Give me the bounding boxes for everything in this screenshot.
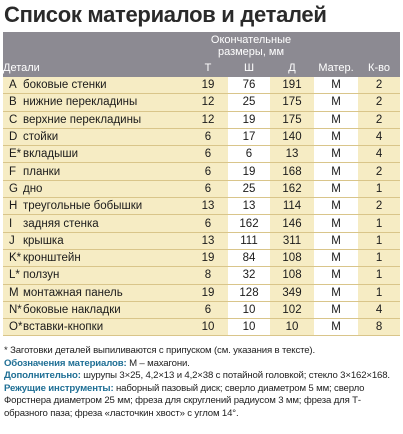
materials-table-container [3, 32, 400, 336]
column-header-quantity: К-во [358, 59, 400, 77]
part-name: монтажная панель [23, 284, 188, 301]
part-thickness: 6 [188, 301, 228, 318]
part-thickness: 6 [188, 128, 228, 145]
part-length: 168 [270, 163, 314, 180]
part-code: H [3, 198, 23, 215]
materials-table [3, 32, 400, 336]
part-code: F [3, 163, 23, 180]
table-body [3, 77, 400, 336]
part-length: 114 [270, 198, 314, 215]
part-quantity: 8 [358, 319, 400, 336]
part-thickness: 10 [188, 319, 228, 336]
part-quantity: 4 [358, 128, 400, 145]
part-code: C [3, 111, 23, 128]
part-name: дно [23, 180, 188, 197]
part-thickness: 19 [188, 77, 228, 94]
table-header [3, 32, 400, 77]
part-thickness: 6 [188, 180, 228, 197]
part-material: M [314, 267, 358, 284]
part-material: M [314, 77, 358, 94]
part-material: M [314, 319, 358, 336]
part-material: M [314, 232, 358, 249]
dimensions-caption: Окончательные размеры, мм [188, 32, 314, 59]
column-header-parts: Детали [3, 59, 188, 77]
part-name: вкладыши [23, 146, 188, 163]
part-code: K* [3, 249, 23, 266]
table-row [3, 163, 400, 180]
column-header-width: Ш [228, 59, 270, 77]
part-quantity: 2 [358, 163, 400, 180]
part-material: M [314, 180, 358, 197]
part-material: M [314, 128, 358, 145]
part-width: 13 [228, 198, 270, 215]
part-material: M [314, 111, 358, 128]
part-width: 25 [228, 180, 270, 197]
part-quantity: 4 [358, 301, 400, 318]
part-code: A [3, 77, 23, 94]
table-row [3, 284, 400, 301]
part-quantity: 4 [358, 146, 400, 163]
column-header-length: Д [270, 59, 314, 77]
part-material: M [314, 215, 358, 232]
part-name: боковые накладки [23, 301, 188, 318]
part-thickness: 13 [188, 232, 228, 249]
extra-label: Дополнительно: [4, 370, 81, 382]
part-length: 140 [270, 128, 314, 145]
part-material: M [314, 163, 358, 180]
part-code: E* [3, 146, 23, 163]
part-thickness: 6 [188, 163, 228, 180]
part-width: 17 [228, 128, 270, 145]
table-row [3, 232, 400, 249]
part-material: M [314, 94, 358, 111]
tools-text: наборный пазовый диск; сверло диаметром 5 мм; сверло Форстнера диаметром 25 мм; фреза для скруглений радиусом 3 мм; фреза для Т-образного паза; фреза «ласточкин хвост» с углом 14°. [4, 382, 365, 419]
part-thickness: 6 [188, 146, 228, 163]
part-length: 175 [270, 94, 314, 111]
part-code: L* [3, 267, 23, 284]
table-row [3, 128, 400, 145]
table-row [3, 146, 400, 163]
part-quantity: 1 [358, 267, 400, 284]
part-material: M [314, 146, 358, 163]
part-quantity: 2 [358, 94, 400, 111]
part-code: J [3, 232, 23, 249]
part-material: M [314, 249, 358, 266]
part-name: крышка [23, 232, 188, 249]
table-row [3, 180, 400, 197]
table-row [3, 319, 400, 336]
part-code: D [3, 128, 23, 145]
part-code: O* [3, 319, 23, 336]
column-header-material: Матер. [314, 59, 358, 77]
part-width: 6 [228, 146, 270, 163]
part-length: 311 [270, 232, 314, 249]
materials-text: M – махагони. [126, 357, 190, 369]
part-width: 25 [228, 94, 270, 111]
part-length: 146 [270, 215, 314, 232]
part-quantity: 1 [358, 215, 400, 232]
part-length: 162 [270, 180, 314, 197]
part-length: 191 [270, 77, 314, 94]
part-quantity: 2 [358, 198, 400, 215]
part-width: 19 [228, 163, 270, 180]
part-length: 108 [270, 267, 314, 284]
part-thickness: 13 [188, 198, 228, 215]
part-length: 108 [270, 249, 314, 266]
part-width: 111 [228, 232, 270, 249]
footnote: * Заготовки деталей выпиливаются с припуском (см. указания в тексте). [4, 345, 315, 356]
part-material: M [314, 284, 358, 301]
table-row [3, 301, 400, 318]
part-length: 349 [270, 284, 314, 301]
materials-label: Обозначения материалов: [4, 357, 127, 369]
table-row [3, 198, 400, 215]
part-name: боковые стенки [23, 77, 188, 94]
part-name: треугольные бобышки [23, 198, 188, 215]
materials-note [4, 358, 400, 371]
table-row [3, 111, 400, 128]
part-name: задняя стенка [23, 215, 188, 232]
part-width: 10 [228, 301, 270, 318]
tools-note [4, 383, 400, 421]
part-code: N* [3, 301, 23, 318]
part-quantity: 2 [358, 77, 400, 94]
part-width: 128 [228, 284, 270, 301]
part-width: 19 [228, 111, 270, 128]
extra-note [4, 370, 400, 383]
part-thickness: 19 [188, 284, 228, 301]
table-row [3, 77, 400, 94]
part-name: кронштейн [23, 249, 188, 266]
part-width: 76 [228, 77, 270, 94]
extra-text: шурупы 3×25, 4,2×13 и 4,2×38 с потайной головкой; стекло 3×162×168. [80, 370, 390, 382]
table-row [3, 94, 400, 111]
table-row [3, 215, 400, 232]
part-name: нижние перекладины [23, 94, 188, 111]
part-width: 10 [228, 319, 270, 336]
notes-block [4, 345, 400, 421]
part-length: 102 [270, 301, 314, 318]
tools-label: Режущие инструменты: [4, 382, 114, 394]
part-thickness: 12 [188, 94, 228, 111]
part-name: вставки-кнопки [23, 319, 188, 336]
part-width: 32 [228, 267, 270, 284]
page-title: Список материалов и деталей [4, 2, 327, 27]
part-name: стойки [23, 128, 188, 145]
part-code: G [3, 180, 23, 197]
table-row [3, 267, 400, 284]
part-quantity: 1 [358, 284, 400, 301]
part-material: M [314, 301, 358, 318]
part-quantity: 1 [358, 249, 400, 266]
part-material: M [314, 198, 358, 215]
part-thickness: 6 [188, 215, 228, 232]
part-name: верхние перекладины [23, 111, 188, 128]
part-quantity: 1 [358, 232, 400, 249]
part-thickness: 12 [188, 111, 228, 128]
part-code: B [3, 94, 23, 111]
part-length: 13 [270, 146, 314, 163]
table-row [3, 249, 400, 266]
column-header-thickness: Т [188, 59, 228, 77]
part-code: I [3, 215, 23, 232]
part-name: ползун [23, 267, 188, 284]
part-width: 84 [228, 249, 270, 266]
part-thickness: 8 [188, 267, 228, 284]
part-quantity: 1 [358, 180, 400, 197]
part-length: 175 [270, 111, 314, 128]
part-code: M [3, 284, 23, 301]
part-quantity: 2 [358, 111, 400, 128]
part-name: планки [23, 163, 188, 180]
part-length: 10 [270, 319, 314, 336]
part-thickness: 19 [188, 249, 228, 266]
part-width: 162 [228, 215, 270, 232]
